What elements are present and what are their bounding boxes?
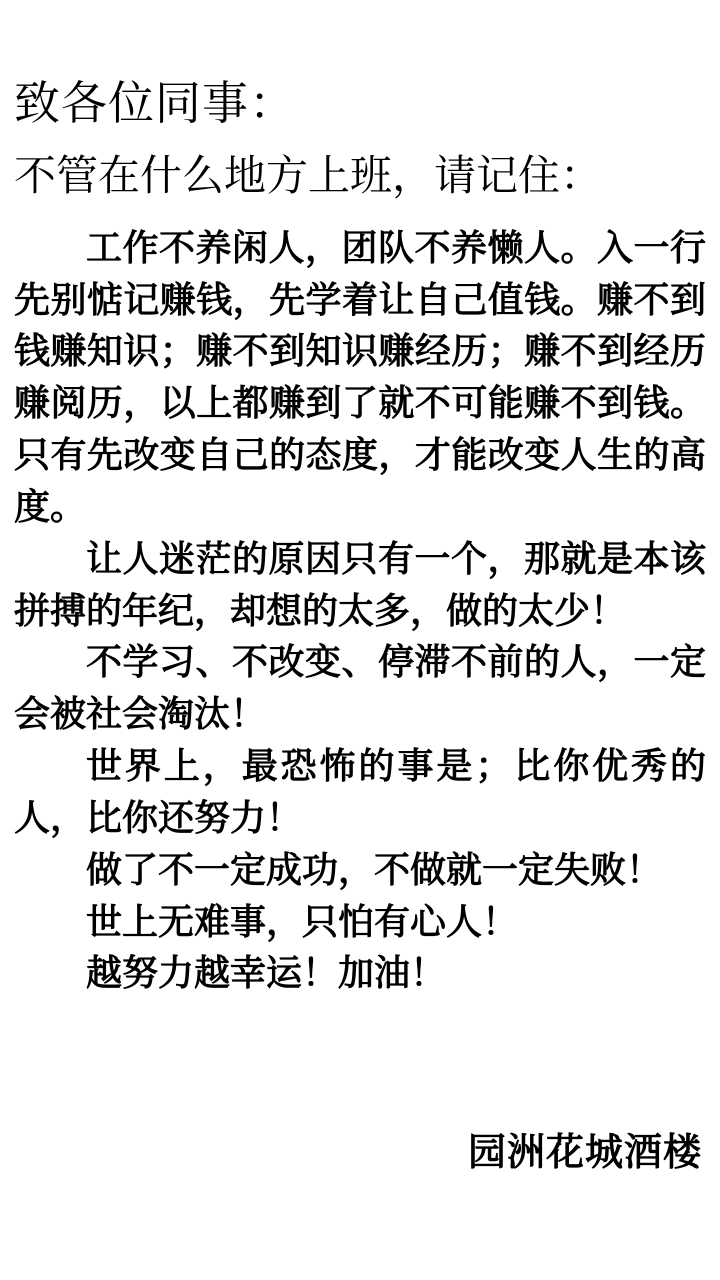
document-signature: 园洲花城酒楼 <box>467 1130 702 1174</box>
document-paragraph: 不学习、不改变、停滞不前的人，一定会被社会淘汰！ <box>14 642 706 736</box>
document-paragraph: 世上无难事，只怕有心人！ <box>86 901 519 943</box>
document-paragraph: 世界上，最恐怖的事是；比你优秀的人，比你还努力！ <box>14 746 706 839</box>
document-paragraph: 工作不养闲人，团队不养懒人。入一行先别惦记赚钱，先学着让自己值钱。赚不到钱赚知识；赚不到知识赚经历；赚不到经历赚阅历，以上都赚到了就不可能赚不到钱。只有先改变自己的态度，才能改变人生的高度。 <box>14 227 706 528</box>
document-paragraph: 越努力越幸运！加油！ <box>86 953 447 995</box>
document-heading-primary: 致各位同事： <box>14 76 296 130</box>
document-body <box>14 223 706 1000</box>
document-heading-secondary: 不管在什么地方上班，请记住： <box>14 151 603 201</box>
document-paragraph: 让人迷茫的原因只有一个，那就是本该拼搏的年纪，却想的太多，做的太少！ <box>14 538 706 632</box>
document-paragraph: 做了不一定成功，不做就一定失败！ <box>86 849 663 891</box>
